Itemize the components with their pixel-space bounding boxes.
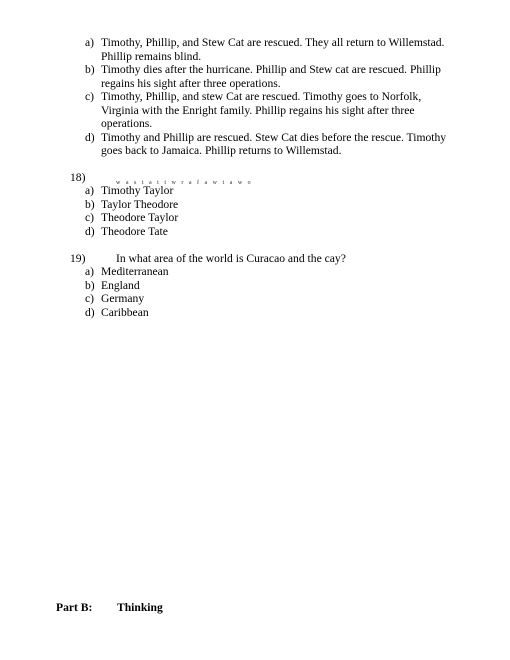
option-letter: c) (85, 90, 95, 103)
option-letter: c) (85, 292, 95, 305)
option-letter: b) (85, 63, 95, 76)
q18-options (0, 184, 510, 238)
option-letter: d) (85, 224, 95, 238)
option-text: Timothy and Phillip are rescued. Stew Cat dies before the rescue. Timothy goes back to Jamaica. Phillip returns to Willemstad. (101, 130, 447, 157)
option-text: Mediterranean (101, 265, 169, 278)
q19-options (0, 265, 510, 319)
q17-option-b (0, 63, 461, 90)
q18-option-c (0, 211, 461, 225)
option-text: Timothy Taylor (101, 184, 174, 197)
q18-option-d (0, 225, 461, 239)
option-letter: d) (85, 305, 95, 319)
option-text: Theodore Taylor (101, 211, 179, 224)
q17-options (0, 36, 510, 158)
option-text: Timothy, Phillip, and Stew Cat are rescued. They all return to Willemstad. Phillip remains blind. (101, 36, 445, 63)
section-label: Part B: (56, 601, 93, 614)
option-text: Theodore Tate (101, 224, 168, 238)
option-letter: a) (85, 36, 95, 49)
option-text: Taylor Theodore (101, 197, 179, 211)
option-text: Timothy dies after the hurricane. Phillip and Stew cat are rescued. Phillip regains his sight after three operations. (101, 63, 441, 90)
q18-option-b (0, 198, 461, 212)
option-text: Germany (101, 292, 145, 305)
question-text-garbled: w a s t a t t w r a f a w t a w o (116, 180, 253, 186)
option-letter: a) (85, 265, 95, 278)
q18-option-a (0, 184, 461, 198)
q19-option-b (0, 279, 461, 293)
option-text: Timothy, Phillip, and stew Cat are rescued. Timothy goes to Norfolk, Virginia with the Enright family. Phillip regains his sight after three operations. (101, 90, 422, 130)
q17-option-d (0, 131, 461, 158)
q19-option-a (0, 265, 461, 279)
q19-option-d (0, 306, 461, 320)
q19-option-c (0, 292, 461, 306)
option-text: Caribbean (101, 305, 149, 319)
option-letter: d) (85, 130, 95, 144)
option-letter: b) (85, 197, 95, 211)
question-number: 19) (70, 252, 86, 265)
q17-option-a (0, 36, 461, 63)
option-text: England (101, 278, 140, 292)
option-letter: b) (85, 278, 95, 292)
option-letter: c) (85, 211, 95, 224)
question-number: 18) (70, 171, 86, 184)
option-letter: a) (85, 184, 95, 197)
question-text: In what area of the world is Curacao and the cay? (116, 252, 346, 265)
q17-option-c (0, 90, 461, 131)
section-title: Thinking (117, 601, 163, 614)
